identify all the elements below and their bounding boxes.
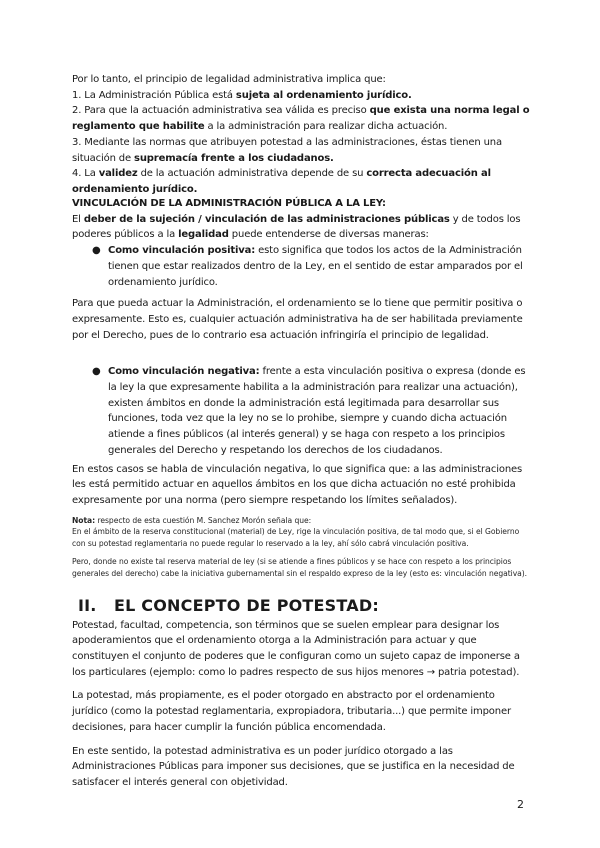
- bullet-icon: ●: [92, 366, 101, 378]
- page-number: 2: [517, 798, 524, 811]
- intro-item-3: 3. Mediante las normas que atribuyen potestad a las administraciones, éstas tienen una situación de supremacía frente a los ciudadanos.: [72, 136, 502, 164]
- potestad-paragraph-3: En este sentido, la potestad administrativa es un poder jurídico otorgado a las Administraciones Públicas para imponer sus decisiones, que se justifica en la necesidad de satisfacer el interés general con objetividad.: [72, 745, 515, 788]
- vinculacion-positiva-explanation: Para que pueda actuar la Administración, el ordenamiento se lo tiene que permitir positiva o expresamente. Esto es, cualquier actuación administrativa ha de ser habilitada previamente por el Derecho, pues de lo contrario esa actuación infringiría el principio de legalidad.: [72, 298, 523, 341]
- intro-item-4: 4. La validez de la actuación administrativa depende de su correcta adecuación al ordenamiento jurídico.: [72, 168, 491, 195]
- heading-number: II.: [78, 595, 97, 615]
- vinculacion-negativa-explanation: En estos casos se habla de vinculación negativa, lo que significa que: a las administraciones les está permitido actuar en aquellos ámbitos en los que dicha actuación no esté prohibida expresamente por una norma (pero siempre respetando los límites señalados).: [72, 463, 523, 506]
- intro-lead: Por lo tanto, el principio de legalidad administrativa implica que:: [72, 74, 386, 85]
- potestad-heading: II. EL CONCEPTO DE POTESTAD:: [78, 595, 379, 615]
- intro-item-2: 2. Para que la actuación administrativa sea válida es preciso que exista una norma legal o reglamento que habilite a la administración para realizar dicha actuación.: [72, 105, 530, 133]
- bullet-vinculacion-negativa: ● Como vinculación negativa: frente a esta vinculación positiva o expresa (donde es la ley la que expresamente habilita a la administración para realizar una actuación), existen ámbitos en donde la administración está legitimada para desarrollar sus funciones, toda vez que la ley no se lo prohibe, siempre y cuando dicha actuación atiende a fines públicos (al interés general) y se haga con respeto a los principios generales del Derecho y respetando los derechos de los ciudadanos.: [92, 366, 526, 456]
- note-heading: Nota: respecto de esta cuestión M. Sanchez Morón señala que:: [72, 515, 312, 525]
- vinculacion-intro: El deber de la sujeción / vinculación de las administraciones públicas y de todos los poderes públicos a la legalidad puede entenderse de diversas maneras:: [72, 213, 521, 241]
- vinculacion-section: [72, 196, 532, 791]
- vinculacion-title: VINCULACIÓN DE LA ADMINISTRACIÓN PÚBLICA A LA LEY:: [72, 198, 386, 209]
- bullet-icon: ●: [92, 245, 101, 257]
- potestad-paragraph-1: Potestad, facultad, competencia, son términos que se suelen emplear para designar los apoderamientos que el ordenamiento otorga a la Administración para actuar y que constituyen el conjunto de poderes que le configuran como un sujeto capaz de imponerse a los particulares (ejemplo: como lo padres respecto de sus hijos menores → patria potestad).: [72, 619, 520, 678]
- potestad-paragraph-2: La potestad, más propiamente, es el poder otorgado en abstracto por el ordenamiento jurídico (como la potestad reglamentaria, expropiadora, tributaria...) que permite imponer decisiones, para hacer cumplir la función pública encomendada.: [72, 690, 511, 733]
- bullet-vinculacion-positiva: ● Como vinculación positiva: esto significa que todos los actos de la Administración tienen que estar realizados dentro de la Ley, en el sentido de estar amparados por el ordenamiento jurídico.: [92, 245, 523, 288]
- note-text-1: En el ámbito de la reserva constitucional (material) de Ley, rige la vinculación positiva, de tal modo que, si el Gobierno con su potestad reglamentaria no puede regular lo reservado a la ley, ahí sólo cabrá vinculación positiva.: [72, 527, 520, 548]
- intro-item-1: 1. La Administración Pública está sujeta al ordenamiento jurídico.: [72, 89, 412, 101]
- legalidad-intro: [72, 72, 532, 198]
- note-text-2: Pero, donde no existe tal reserva material de ley (si se atiende a fines públicos y se hace con respeto a los principios generales del derecho) cabe la iniciativa gubernamental sin el respaldo expreso de la ley (esto es: vinculación negativa).: [72, 557, 528, 579]
